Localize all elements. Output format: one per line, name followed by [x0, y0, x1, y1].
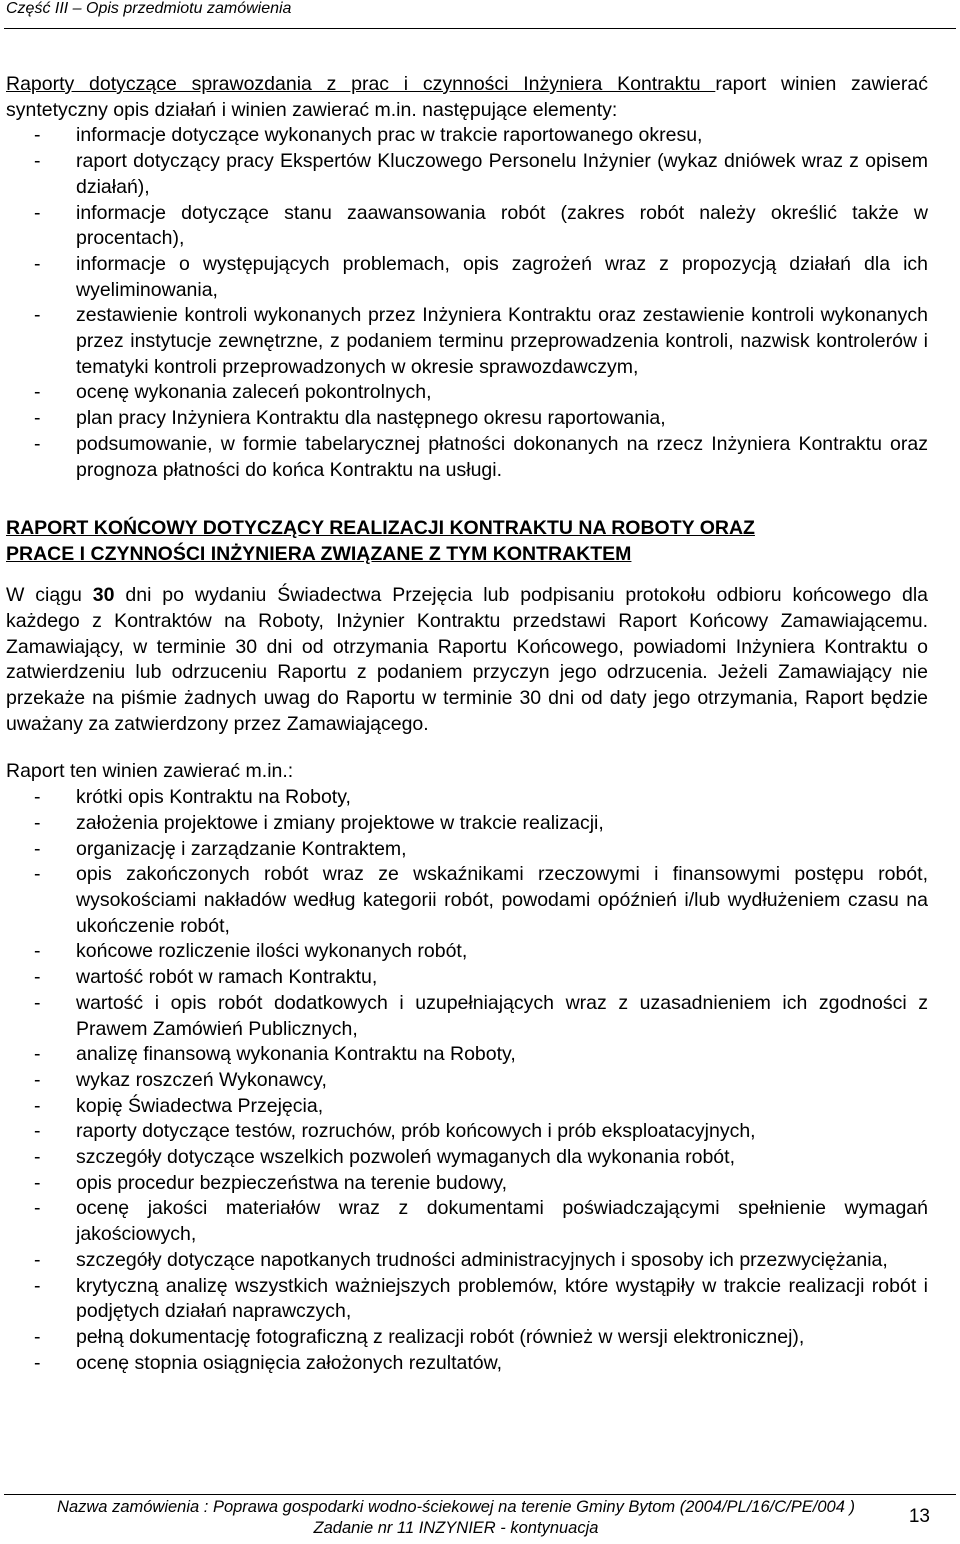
bullet-dash: -	[34, 1171, 41, 1194]
bullet-dash: -	[34, 381, 41, 404]
bullet-dash: -	[34, 407, 41, 430]
list-item-text: podsumowanie, w formie tabelarycznej płatności dokonanych na rzecz Inżyniera Kontraktu oraz prognoza płatności do końca Kontraktu na usługi.	[76, 432, 928, 481]
list-item	[6, 1145, 928, 1171]
list-item-text: krytyczną analizę wszystkich ważniejszych problemów, które wystąpiły w trakcie realizacji robót i podjętych działań naprawczych,	[76, 1274, 928, 1323]
footer-task: Zadanie nr 11 INZYNIER - kontynuacja	[313, 1519, 599, 1537]
list-item	[6, 432, 928, 483]
list-item-text: wykaz roszczeń Wykonawcy,	[76, 1068, 327, 1091]
bullet-dash: -	[34, 201, 41, 224]
header-divider	[4, 28, 956, 29]
footer-divider	[4, 1494, 956, 1495]
section-heading-line-2: PRACE I CZYNNOŚCI INŻYNIERA ZWIĄZANE Z TYM KONTRAKTEM	[6, 543, 632, 566]
list-item	[6, 406, 928, 432]
list-item-text: organizację i zarządzanie Kontraktem,	[76, 837, 407, 860]
list-item-text: analizę finansową wykonania Kontraktu na Roboty,	[76, 1043, 516, 1066]
section-heading-line-1: RAPORT KOŃCOWY DOTYCZĄCY REALIZACJI KONTRAKTU NA ROBOTY ORAZ	[6, 517, 755, 540]
bullet-dash: -	[34, 837, 41, 860]
list-item-text: ocenę wykonania zaleceń pokontrolnych,	[76, 381, 432, 404]
bullet-dash: -	[34, 150, 41, 173]
document-body	[6, 72, 928, 1376]
bullet-dash: -	[34, 1325, 41, 1348]
list-item	[6, 785, 928, 811]
bullet-dash: -	[34, 1043, 41, 1066]
bullet-dash: -	[34, 1197, 41, 1220]
list-item	[6, 380, 928, 406]
list-item-text: opis zakończonych robót wraz ze wskaźnikami rzeczowymi i finansowymi postępu robót, wysokościami nakładów według kategorii robót, powodami opóźnień i/lub wydłużeniem czasu na ukończenie robót,	[76, 863, 928, 937]
section-heading	[6, 515, 928, 567]
list-item-text: plan pracy Inżyniera Kontraktu dla następnego okresu raportowania,	[76, 407, 666, 430]
list-item	[6, 1248, 928, 1274]
list-item	[6, 1196, 928, 1247]
list-item-text: raporty dotyczące testów, rozruchów, prób końcowych i prób eksploatacyjnych,	[76, 1120, 756, 1143]
paragraph-days-bold: 30	[92, 584, 115, 607]
bullet-dash: -	[34, 252, 41, 275]
list-item	[6, 991, 928, 1042]
footer-order-name: Nazwa zamówienia : Poprawa gospodarki wodno-ściekowej na terenie Gminy Bytom (2004/PL/16/C/PE/004 )	[57, 1498, 855, 1516]
list-item	[6, 1325, 928, 1351]
paragraph-text-start: W ciągu	[6, 584, 93, 607]
report-elements-list	[6, 123, 928, 483]
bullet-dash: -	[34, 304, 41, 327]
list-item-text: szczegóły dotyczące wszelkich pozwoleń wymaganych dla wykonania robót,	[76, 1146, 735, 1169]
list-item-text: informacje dotyczące stanu zaawansowania robót (zakres robót należy określić także w procentach),	[76, 201, 928, 250]
list-item-text: zestawienie kontroli wykonanych przez Inżyniera Kontraktu oraz zestawienie kontroli wykonanych przez instytucje zewnętrzne, z podaniem terminu przeprowadzenia kontroli, nazwisk kontrolerów i tematyki kontroli przeprowadzonych w okresie sprawozdawczym,	[76, 304, 928, 378]
list2-intro: Raport ten winien zawierać m.in.:	[6, 760, 294, 783]
page-header: Część III – Opis przedmiotu zamówienia	[6, 0, 292, 17]
list-item-text: szczegóły dotyczące napotkanych trudności administracyjnych i sposoby ich przezwyciężania,	[76, 1248, 888, 1271]
list-item	[6, 939, 928, 965]
list-item	[6, 252, 928, 303]
list-item-text: krótki opis Kontraktu na Roboty,	[76, 786, 351, 809]
bullet-dash: -	[34, 940, 41, 963]
list-item-text: wartość robót w ramach Kontraktu,	[76, 966, 378, 989]
bullet-dash: -	[34, 863, 41, 886]
list-item-text: ocenę stopnia osiągnięcia założonych rezultatów,	[76, 1351, 503, 1374]
bullet-dash: -	[34, 432, 41, 455]
list-item	[6, 862, 928, 939]
list-item	[6, 811, 928, 837]
bullet-dash: -	[34, 124, 41, 147]
list-item-text: opis procedur bezpieczeństwa na terenie budowy,	[76, 1171, 508, 1194]
list-item-text: kopię Świadectwa Przejęcia,	[76, 1094, 324, 1117]
list-item	[6, 123, 928, 149]
final-report-contents-list	[6, 785, 928, 1376]
bullet-dash: -	[34, 1120, 41, 1143]
final-report-paragraph	[6, 583, 928, 737]
list-item-text: ocenę jakości materiałów wraz z dokumentami poświadczającymi spełnienie wymagań jakościowych,	[76, 1197, 928, 1246]
list-item-text: wartość i opis robót dodatkowych i uzupełniających wraz z uzasadnieniem ich zgodności z Prawem Zamówień Publicznych,	[76, 991, 928, 1040]
intro-underlined-text: Raporty dotyczące sprawozdania z prac i czynności Inżyniera Kontraktu	[6, 73, 716, 95]
bullet-dash: -	[34, 1274, 41, 1297]
list-item-text: informacje o występujących problemach, opis zagrożeń wraz z propozycją działań dla ich wyeliminowania,	[76, 252, 928, 301]
bullet-dash: -	[34, 1146, 41, 1169]
list-item	[6, 1042, 928, 1068]
bullet-dash: -	[34, 786, 41, 809]
list-item	[6, 1171, 928, 1197]
list-item	[6, 1351, 928, 1377]
list-item	[6, 1068, 928, 1094]
list-item	[6, 1274, 928, 1325]
intro-paragraph	[6, 72, 928, 123]
bullet-dash: -	[34, 1068, 41, 1091]
bullet-dash: -	[34, 1351, 41, 1374]
page-number: 13	[908, 1506, 930, 1527]
intro-text: raport winien zawierać syntetyczny opis działań i winien zawierać m.in. następujące elementy:	[6, 73, 928, 121]
list-item	[6, 201, 928, 252]
list-item-text: pełną dokumentację fotograficzną z realizacji robót (również w wersji elektronicznej),	[76, 1325, 805, 1348]
list-item	[6, 303, 928, 380]
paragraph-text-rest: dni po wydaniu Świadectwa Przejęcia lub podpisaniu protokołu odbioru końcowego dla każdego z Kontraktów na Roboty, Inżynier Kontraktu przedstawi Raport Końcowy Zamawiającemu. Zamawiający, w terminie 30 dni od otrzymania Raportu Końcowego, powiadomi Inżyniera Kontraktu o zatwierdzeniu lub odrzuceniu Raportu z podaniem przyczyn jego odrzucenia. Jeżeli Zamawiający nie przekaże na piśmie żadnych uwag do Raportu w terminie 30 dni od daty jego otrzymania, Raport będzie uważany za zatwierdzony przez Zamawiającego.	[6, 584, 929, 735]
list-item	[6, 1119, 928, 1145]
bullet-dash: -	[34, 1094, 41, 1117]
list-item	[6, 965, 928, 991]
page-footer	[6, 1497, 906, 1539]
list-item-text: założenia projektowe i zmiany projektowe w trakcie realizacji,	[76, 811, 604, 834]
list-item	[6, 837, 928, 863]
list-item	[6, 149, 928, 200]
bullet-dash: -	[34, 966, 41, 989]
list-item-text: raport dotyczący pracy Ekspertów Kluczowego Personelu Inżynier (wykaz dniówek wraz z opisem działań),	[76, 150, 928, 198]
bullet-dash: -	[34, 991, 41, 1014]
list-item	[6, 1094, 928, 1120]
list-item-text: informacje dotyczące wykonanych prac w trakcie raportowanego okresu,	[76, 124, 703, 147]
list-item-text: końcowe rozliczenie ilości wykonanych robót,	[76, 940, 468, 963]
bullet-dash: -	[34, 1248, 41, 1271]
bullet-dash: -	[34, 811, 41, 834]
